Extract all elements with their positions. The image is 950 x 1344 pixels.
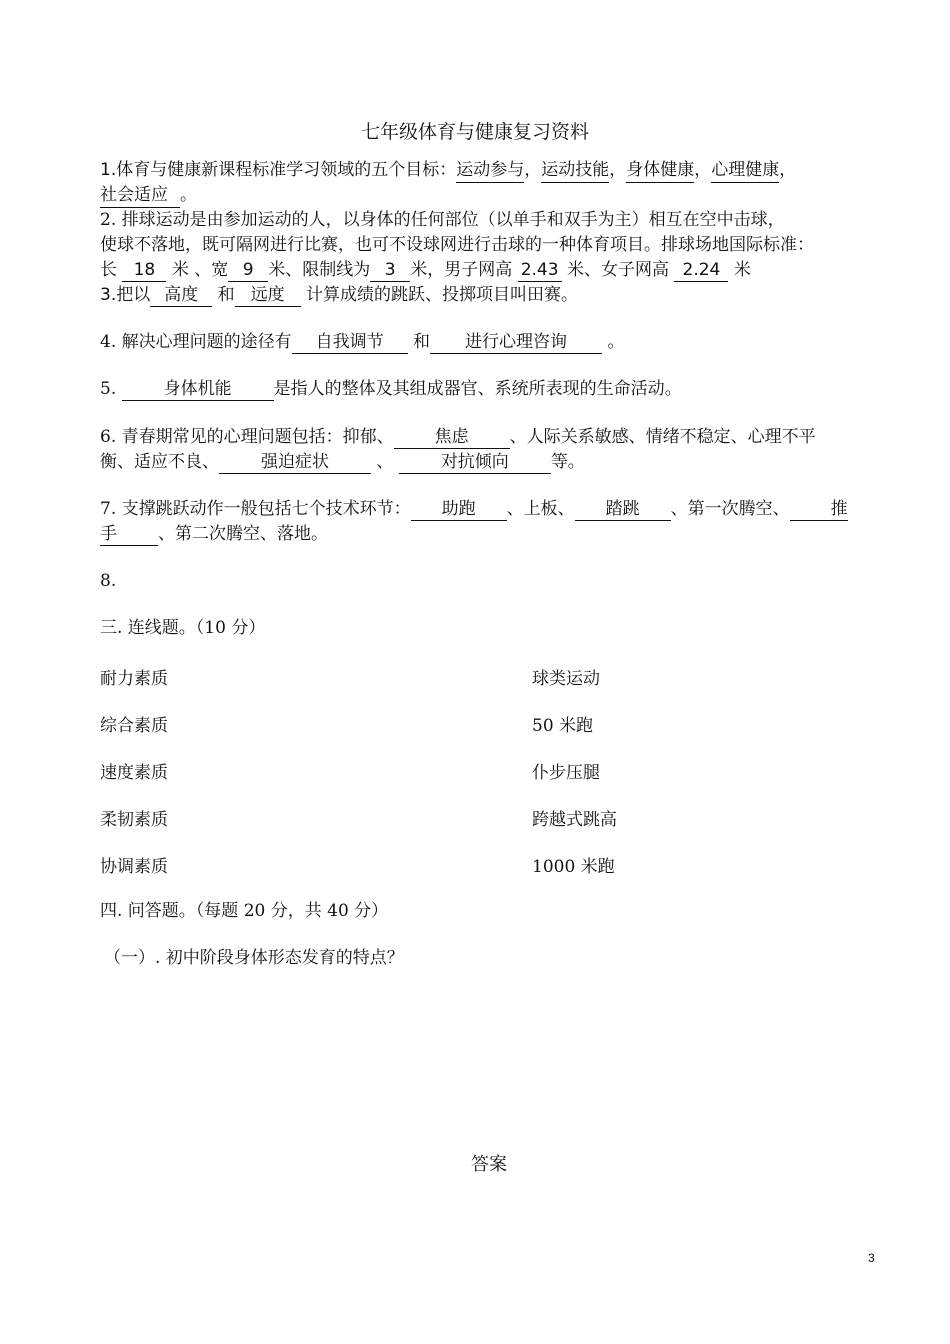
- q7-answer-2: 踏跳: [575, 498, 671, 521]
- q7-answer-1: 助跑: [411, 498, 507, 521]
- q3-answer-1: 高度: [150, 284, 212, 307]
- q6-text: 6. 青春期常见的心理问题包括：抑郁、: [100, 427, 394, 447]
- question-2-line-3: [100, 258, 751, 282]
- page-title: 七年级体育与健康复习资料: [360, 121, 589, 143]
- question-1-line-1: [100, 158, 796, 183]
- q1-answer-1: 运动参与: [456, 159, 524, 183]
- q1-number: 1.: [100, 160, 117, 180]
- question-7-line-2: [100, 522, 328, 546]
- q1-sep: ，: [609, 160, 627, 180]
- q7-text: 、第二次腾空、落地。: [158, 524, 328, 544]
- q7-answer-3a: 推: [790, 498, 848, 521]
- q7-answer-3b: 手: [100, 523, 158, 546]
- q1-end: 。: [180, 185, 197, 205]
- q1-sep: ，: [694, 160, 712, 180]
- q7-text: 7. 支撑跳跃动作一般包括七个技术环节：: [100, 499, 411, 519]
- page-number: 3: [868, 1251, 875, 1265]
- q3-answer-2: 远度: [235, 284, 301, 307]
- q4-text: 和: [413, 332, 431, 352]
- match-right-item: 1000 米跑: [532, 857, 615, 877]
- q1-text: 体育与健康新课程标准学习领域的五个目标：: [116, 160, 457, 180]
- q6-text: 、: [376, 452, 394, 472]
- q4-text: 。: [607, 332, 625, 352]
- match-left-item: 综合素质: [100, 716, 168, 736]
- q7-text: 、第一次腾空、: [670, 499, 790, 519]
- section-4-question-1: （一）. 初中阶段身体形态发育的特点？: [104, 948, 404, 968]
- q1-answer-3: 身体健康: [626, 159, 694, 183]
- match-right-item: 仆步压腿: [532, 763, 600, 783]
- match-left-item: 速度素质: [100, 763, 168, 783]
- q3-text: 把以: [116, 285, 151, 305]
- q5-text: 5.: [100, 379, 117, 399]
- match-right-item: 50 米跑: [532, 716, 594, 736]
- q6-answer-3: 对抗倾向: [399, 451, 551, 474]
- q4-text: 4. 解决心理问题的途径有: [100, 332, 292, 352]
- question-7-line-1: [100, 497, 848, 521]
- q5-text: 是指人的整体及其组成器官、系统所表现的生命活动。: [273, 379, 682, 399]
- q6-answer-2: 强迫症状: [219, 451, 371, 474]
- q4-answer-1: 自我调节: [292, 331, 408, 354]
- court-width-answer: 9: [228, 259, 268, 282]
- q1-sep: ，: [524, 160, 542, 180]
- limit-line-answer: 3: [370, 259, 410, 282]
- q1-answer-4: 心理健康: [711, 159, 779, 183]
- question-2-line-1: 2. 排球运动是由参加运动的人，以身体的任何部位（以单手和双手为主）相互在空中击球，: [100, 210, 785, 230]
- q2-text: 米，男子网高: [410, 260, 513, 280]
- question-3: [100, 283, 578, 307]
- q6-text: 、人际关系敏感、情绪不稳定、心理不平: [509, 427, 816, 447]
- q7-text: 、上板、: [506, 499, 575, 519]
- q6-text: 衡、适应不良、: [100, 452, 219, 472]
- court-length-answer: 18: [122, 259, 166, 282]
- q2-text: 米: [733, 260, 751, 280]
- match-left-item: 柔韧素质: [100, 810, 168, 830]
- q1-answer-2: 运动技能: [541, 159, 609, 183]
- question-6-line-1: [100, 425, 816, 449]
- q3-text: 和: [217, 285, 235, 305]
- match-left-item: 协调素质: [100, 857, 168, 877]
- match-right-item: 跨越式跳高: [532, 810, 617, 830]
- question-2-line-2: 使球不落地，既可隔网进行比赛，也可不设球网进行击球的一种体育项目。排球场地国际标准：: [100, 235, 814, 255]
- question-4: [100, 330, 624, 354]
- q2-text: 米、限制线为: [268, 260, 371, 280]
- q3-number: 3.: [100, 285, 117, 305]
- question-5: [100, 377, 682, 401]
- q3-text: 计算成绩的跳跃、投掷项目叫田赛。: [306, 285, 579, 305]
- men-net-height-answer: 2.43: [518, 259, 562, 282]
- section-4-heading: 四. 问答题。（每题 20 分，共 40 分）: [100, 901, 389, 921]
- q1-answer-5: 社会适应: [100, 184, 180, 208]
- question-1-line-2: [100, 183, 197, 208]
- answer-heading: 答案: [471, 1154, 507, 1175]
- question-6-line-2: [100, 450, 585, 474]
- q1-sep: ，: [779, 160, 797, 180]
- question-8: 8.: [100, 571, 117, 591]
- match-right-item: 球类运动: [532, 669, 600, 689]
- q2-text: 长: [100, 260, 117, 280]
- q2-text: 米、女子网高: [567, 260, 670, 280]
- match-left-item: 耐力素质: [100, 669, 168, 689]
- q6-text: 等。: [550, 452, 585, 472]
- q4-answer-2: 进行心理咨询: [430, 331, 602, 354]
- women-net-height-answer: 2.24: [674, 259, 728, 282]
- q6-answer-1: 焦虑: [394, 426, 510, 449]
- q5-answer: 身体机能: [122, 378, 274, 401]
- q2-text: 米 、宽: [171, 260, 229, 280]
- section-3-heading: 三. 连线题。（10 分）: [100, 618, 266, 638]
